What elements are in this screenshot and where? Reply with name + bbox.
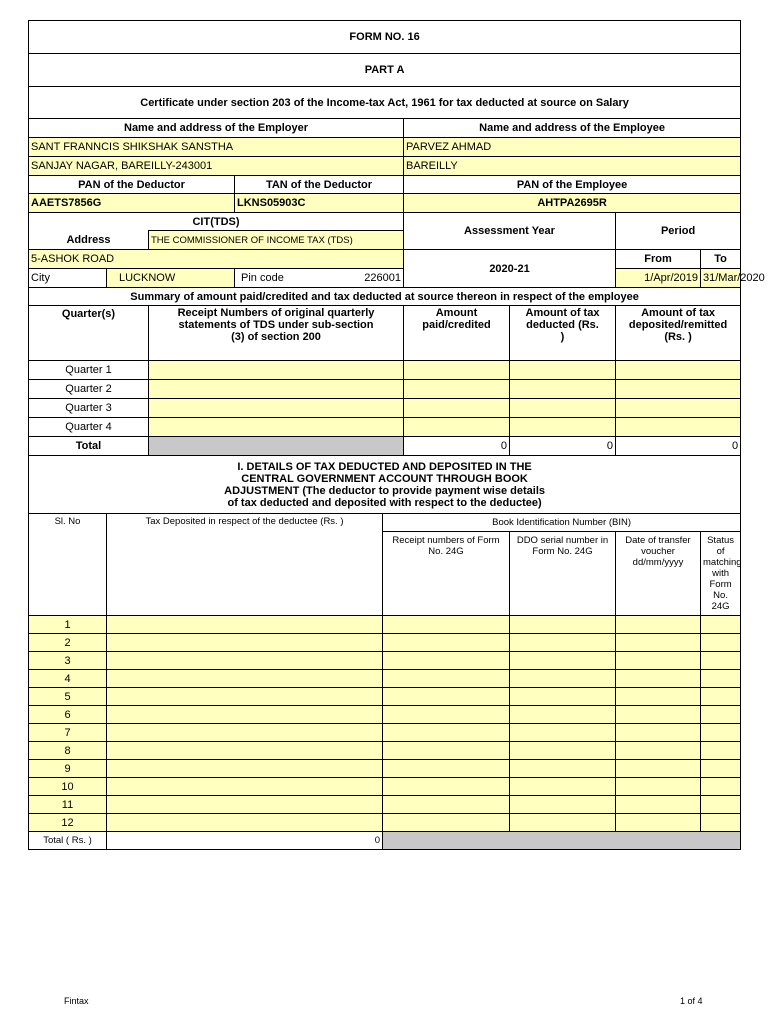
pin-value: 226001 (364, 272, 401, 284)
col-quarters: Quarter(s) (29, 306, 149, 361)
pan-deductor-label: PAN of the Deductor (29, 176, 235, 194)
form16-table (28, 20, 765, 850)
form-number: FORM NO. 16 (29, 21, 741, 54)
quarter-label: Quarter 3 (29, 399, 149, 418)
col-receipt-numbers: Receipt Numbers of original quarterly statements of TDS under sub-section (3) of section 200 (149, 306, 404, 361)
cit-heading: CIT(TDS) (29, 213, 404, 231)
period-from-value: 1/Apr/2019 (616, 269, 701, 288)
employer-heading: Name and address of the Employer (29, 119, 404, 138)
pan-employee-label: PAN of the Employee (404, 176, 741, 194)
total-tax-deposited: 0 (616, 437, 741, 456)
section-one-title: I. DETAILS OF TAX DEDUCTED AND DEPOSITED IN THE CENTRAL GOVERNMENT ACCOUNT THROUGH BOOK ADJUSTMENT (The deductor to provide payment wise details of tax deducted and deposited with respect to the deductee) (29, 456, 741, 514)
sl-no: 1 (29, 616, 107, 634)
quarter-row (29, 418, 741, 437)
cit-address-label: Address (29, 231, 149, 250)
period-to-value: 31/Mar/2020 (701, 269, 741, 288)
sl-no: 5 (29, 688, 107, 706)
employee-name: PARVEZ AHMAD (404, 138, 741, 157)
col-amount-paid: Amount paid/credited (404, 306, 510, 361)
cit-address-value: THE COMMISSIONER OF INCOME TAX (TDS) (149, 231, 404, 250)
sl-no: 3 (29, 652, 107, 670)
sl-no: 4 (29, 670, 107, 688)
sl-no: 6 (29, 706, 107, 724)
col-receipt-24g: Receipt numbers of Form No. 24G (383, 532, 510, 616)
footer-page-number: 1 of 4 (680, 996, 703, 1006)
sl-no: 7 (29, 724, 107, 742)
quarter-label: Quarter 1 (29, 361, 149, 380)
sl-no: 9 (29, 760, 107, 778)
col-tax-deposited: Amount of tax deposited/remitted (Rs. ) (616, 306, 741, 361)
bin-row (29, 616, 741, 634)
pin-label: Pin code (241, 272, 284, 284)
quarter-label: Quarter 2 (29, 380, 149, 399)
period-from-label: From (616, 250, 701, 269)
col-match-status: Status of matching with Form No. 24G (701, 532, 741, 616)
sl-no: 2 (29, 634, 107, 652)
footer-left: Fintax (64, 996, 89, 1006)
tan-deductor-label: TAN of the Deductor (235, 176, 404, 194)
sl-no: 10 (29, 778, 107, 796)
city-label: City (29, 269, 107, 288)
part-title: PART A (29, 54, 741, 87)
bin-row (29, 778, 741, 796)
pin-cell (235, 269, 404, 288)
col-sl-no: Sl. No (29, 514, 107, 616)
col-tax-deposited-deductee: Tax Deposited in respect of the deductee (Rs. ) (107, 514, 383, 616)
bin-total-label: Total ( Rs. ) (29, 832, 107, 850)
bin-row (29, 670, 741, 688)
summary-total-row (29, 437, 741, 456)
col-ddo-serial: DDO serial number in Form No. 24G (510, 532, 616, 616)
employer-address: SANJAY NAGAR, BAREILLY-243001 (29, 157, 404, 176)
assessment-year-value: 2020-21 (404, 250, 616, 288)
bin-total-row (29, 832, 741, 850)
total-amount-paid: 0 (404, 437, 510, 456)
bin-row (29, 706, 741, 724)
quarter-label: Quarter 4 (29, 418, 149, 437)
employee-heading: Name and address of the Employee (404, 119, 741, 138)
city-value: LUCKNOW (107, 269, 235, 288)
summary-title: Summary of amount paid/credited and tax deducted at source thereon in respect of the employee (29, 288, 741, 306)
summary-total-label: Total (29, 437, 149, 456)
assessment-year-label: Assessment Year (404, 213, 616, 250)
total-tax-deducted: 0 (510, 437, 616, 456)
sl-no: 8 (29, 742, 107, 760)
col-transfer-date: Date of transfer voucher dd/mm/yyyy (616, 532, 701, 616)
sl-no: 12 (29, 814, 107, 832)
cit-road: 5-ASHOK ROAD (29, 250, 404, 269)
bin-row (29, 652, 741, 670)
employee-address: BAREILLY (404, 157, 741, 176)
pan-employee-value: AHTPA2695R (404, 194, 741, 213)
employer-name: SANT FRANNCIS SHIKSHAK SANSTHA (29, 138, 404, 157)
quarter-row (29, 399, 741, 418)
bin-row (29, 814, 741, 832)
bin-row (29, 634, 741, 652)
bin-row (29, 724, 741, 742)
col-bin: Book Identification Number (BIN) (383, 514, 741, 532)
bin-total-value: 0 (107, 832, 383, 850)
period-label: Period (616, 213, 741, 250)
sl-no: 11 (29, 796, 107, 814)
bin-row (29, 688, 741, 706)
certificate-title: Certificate under section 203 of the Income-tax Act, 1961 for tax deducted at source on Salary (29, 87, 741, 119)
quarter-row (29, 380, 741, 399)
bin-row (29, 742, 741, 760)
pan-deductor-value: AAETS7856G (29, 194, 235, 213)
period-to-label: To (701, 250, 741, 269)
quarter-row (29, 361, 741, 380)
bin-row (29, 760, 741, 778)
bin-row (29, 796, 741, 814)
col-tax-deducted: Amount of tax deducted (Rs. ) (510, 306, 616, 361)
tan-deductor-value: LKNS05903C (235, 194, 404, 213)
form16-page (28, 20, 765, 850)
